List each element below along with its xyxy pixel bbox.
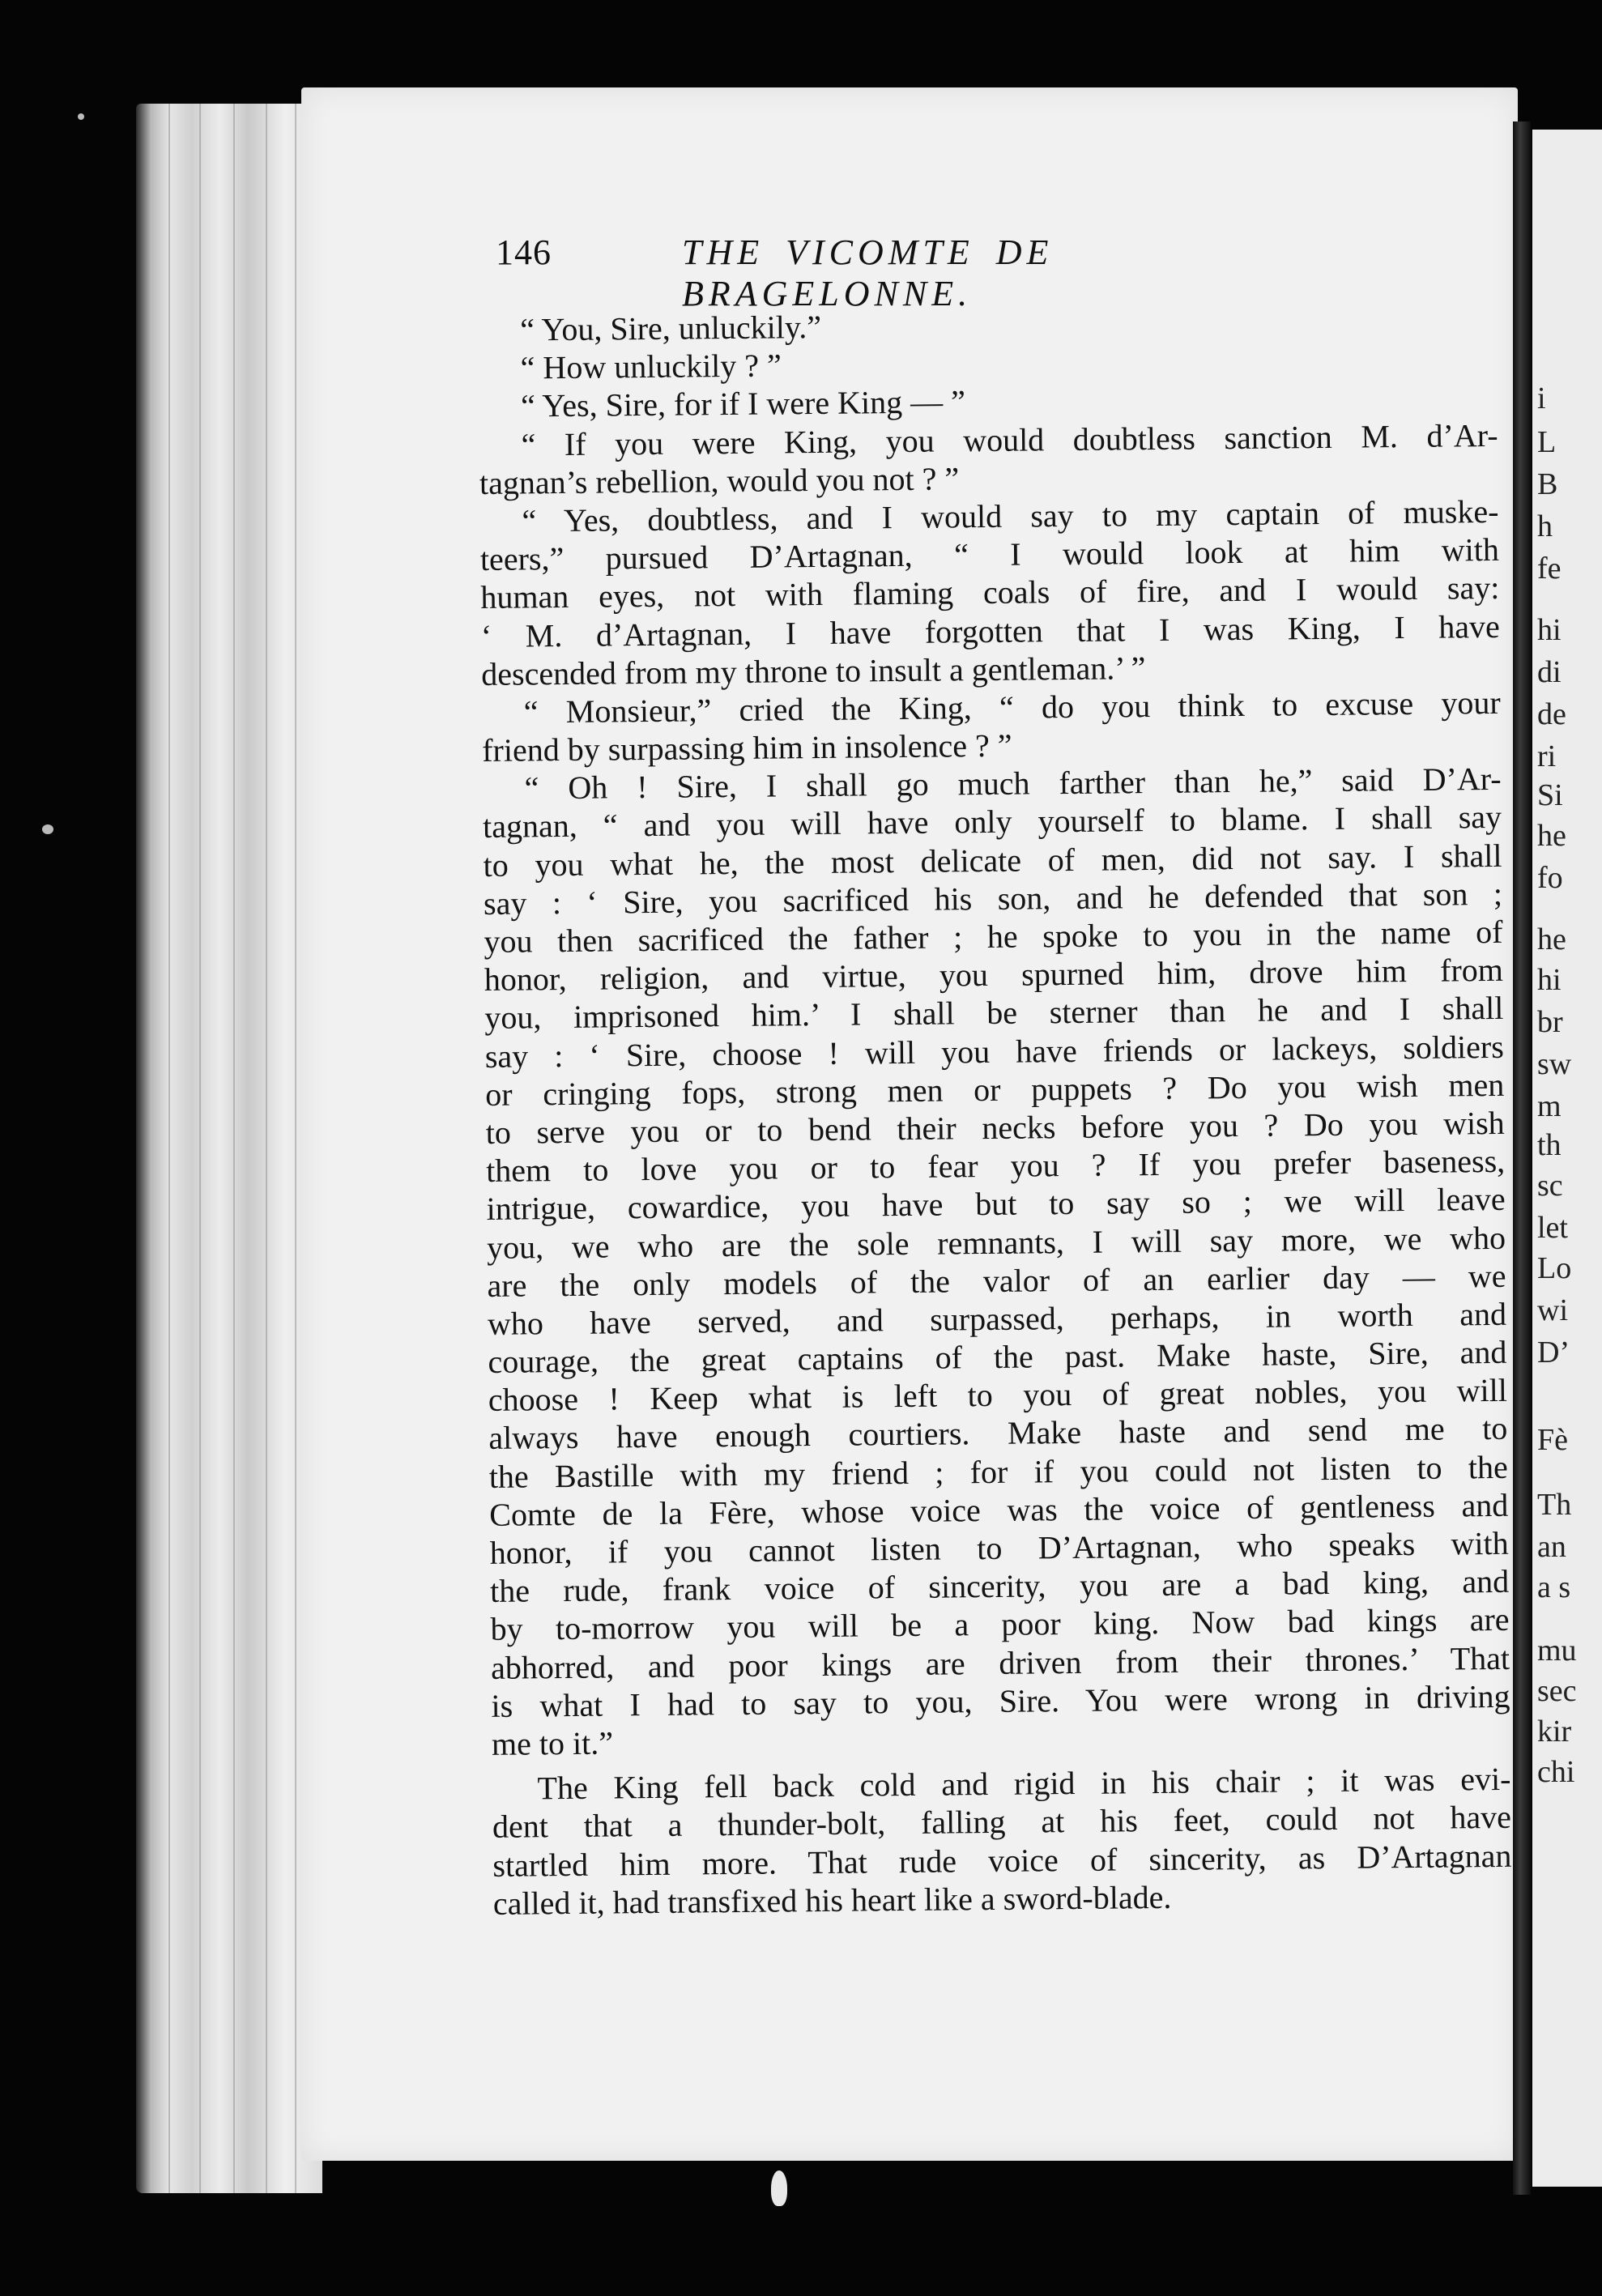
text-line: to you what he, the most delicate of men, did not say. I shall <box>483 837 1502 884</box>
adjacent-fragment: kir <box>1537 1715 1572 1749</box>
adjacent-fragment: Th <box>1537 1488 1572 1522</box>
text-line: you, we who are the sole remnants, I will say more, we who <box>486 1219 1506 1266</box>
adjacent-fragment: he <box>1537 819 1566 853</box>
text-line: ‘ M. d’Artagnan, I have forgotten that I was King, I have <box>480 607 1501 654</box>
adjacent-fragment: B <box>1537 467 1558 501</box>
text-line: “ You, Sire, unluckily.” <box>520 308 822 348</box>
text-line: startled him more. That rude voice of sincerity, as D’Artagnan <box>492 1837 1512 1884</box>
text-line: teers,” pursued D’Artagnan, “ I would look at him with <box>479 531 1500 578</box>
adjacent-fragment: Fè <box>1537 1423 1568 1457</box>
adjacent-fragment: wi <box>1537 1293 1568 1327</box>
text-line: honor, if you cannot listen to D’Artagnan, who speaks with <box>489 1524 1509 1571</box>
adjacent-fragment: L <box>1537 425 1557 459</box>
adjacent-fragment: hi <box>1537 613 1562 647</box>
adjacent-fragment: he <box>1537 922 1566 956</box>
text-line: abhorred, and poor kings are driven from their thrones.’ That <box>490 1639 1510 1686</box>
text-line: honor, religion, and virtue, you spurned him, drove him from <box>484 952 1504 999</box>
film-blemish <box>771 2170 787 2206</box>
text-line: Comte de la Fère, whose voice was the voice of gentleness and <box>489 1486 1509 1533</box>
text-line: courage, the great captains of the past. Make haste, Sire, and <box>488 1333 1507 1381</box>
film-speck <box>78 113 84 120</box>
text-line: is what I had to say to you, Sire. You were wrong in driving <box>491 1677 1510 1724</box>
text-line: who have served, and surpassed, perhaps, in worth and <box>487 1295 1507 1342</box>
adjacent-fragment: D’ <box>1537 1335 1570 1370</box>
text-line: to serve you or to bend their necks before you ? Do you wish <box>485 1104 1505 1151</box>
adjacent-fragment: fo <box>1537 861 1563 895</box>
adjacent-page <box>1532 130 1602 2187</box>
text-line: The King fell back cold and rigid in his chair ; it was evi- <box>537 1760 1511 1807</box>
text-line: them to love you or to fear you ? If you prefer baseness, <box>485 1143 1506 1190</box>
adjacent-fragment: ri <box>1537 739 1557 773</box>
text-line: dent that a thunder-bolt, falling at his feet, could not have <box>492 1799 1512 1846</box>
film-speck <box>42 824 53 834</box>
text-line: “ Yes, Sire, for if I were King — ” <box>520 383 966 424</box>
text-line: by to-morrow you will be a poor king. Now bad kings are <box>490 1601 1510 1648</box>
text-line: say : ‘ Sire, choose ! will you have friends or lackeys, soldiers <box>484 1028 1504 1075</box>
text-line: “ How unluckily ? ” <box>520 347 782 386</box>
adjacent-fragment: a s <box>1537 1570 1571 1604</box>
adjacent-fragment: Si <box>1537 778 1563 812</box>
text-line: “ Yes, doubtless, and I would say to my captain of muske- <box>522 492 1499 539</box>
adjacent-fragment: sec <box>1537 1674 1577 1708</box>
text-line: you, imprisoned him.’ I shall be sterner than he and I shall <box>484 990 1504 1037</box>
adjacent-fragment: an <box>1537 1530 1566 1564</box>
adjacent-fragment: sw <box>1537 1047 1572 1081</box>
text-line: “ Oh ! Sire, I shall go much farther than he,” said D’Ar- <box>524 760 1502 807</box>
adjacent-fragment: h <box>1537 509 1553 543</box>
body-text <box>478 301 1512 1923</box>
adjacent-fragment: hi <box>1537 963 1562 997</box>
adjacent-fragment: di <box>1537 655 1562 689</box>
adjacent-fragment: let <box>1537 1211 1568 1245</box>
text-line: “ Monsieur,” cried the King, “ do you think to excuse your <box>523 684 1501 731</box>
text-line: choose ! Keep what is left to you of great nobles, you will <box>488 1372 1508 1419</box>
adjacent-fragment: chi <box>1537 1755 1575 1789</box>
adjacent-fragment: sc <box>1537 1169 1563 1203</box>
text-line: say : ‘ Sire, you sacrificed his son, and he defended that son ; <box>483 875 1503 922</box>
adjacent-fragment: th <box>1537 1128 1562 1162</box>
page-header <box>496 232 1354 313</box>
page-number: 146 <box>496 232 552 272</box>
text-line: tagnan, “ and you will have only yourself to blame. I shall say <box>482 799 1502 846</box>
page-stack-edge <box>136 104 322 2193</box>
adjacent-fragment: mu <box>1537 1634 1577 1668</box>
text-line: always have enough courtiers. Make haste and send me to <box>488 1410 1508 1457</box>
text-line: or cringing fops, strong men or puppets ? Do you wish men <box>485 1066 1505 1113</box>
text-line: human eyes, not with flaming coals of fire, and I would say: <box>480 569 1500 616</box>
text-line: called it, had transfixed his heart like a sword-blade. <box>492 1878 1172 1922</box>
adjacent-fragment: fe <box>1537 552 1562 586</box>
text-line: the rude, frank voice of sincerity, you are a bad king, and <box>489 1563 1510 1610</box>
adjacent-fragment: br <box>1537 1005 1563 1039</box>
adjacent-fragment: i <box>1537 381 1546 415</box>
book-gutter <box>1513 121 1531 2195</box>
text-line: you then sacrificed the father ; he spoke to you in the name of <box>484 913 1503 960</box>
text-line: tagnan’s rebellion, would you not ? ” <box>479 460 960 501</box>
text-line: “ If you were King, you would doubtless sanction M. d’Ar- <box>521 416 1498 463</box>
text-line: the Bastille with my friend ; for if you could not listen to the <box>488 1448 1508 1495</box>
text-line: friend by surpassing him in insolence ? ” <box>481 726 1012 769</box>
text-line: me to it.” <box>491 1724 614 1762</box>
adjacent-fragment: Lo <box>1537 1251 1572 1285</box>
adjacent-fragment: de <box>1537 697 1566 731</box>
running-head: THE VICOMTE DE BRAGELONNE. <box>682 232 1054 313</box>
adjacent-fragment: m <box>1537 1089 1562 1123</box>
text-line: intrigue, cowardice, you have but to say so ; we will leave <box>486 1181 1506 1228</box>
text-line: are the only models of the valor of an earlier day — we <box>487 1257 1506 1304</box>
text-line: descended from my throne to insult a gentleman.’ ” <box>481 649 1146 692</box>
